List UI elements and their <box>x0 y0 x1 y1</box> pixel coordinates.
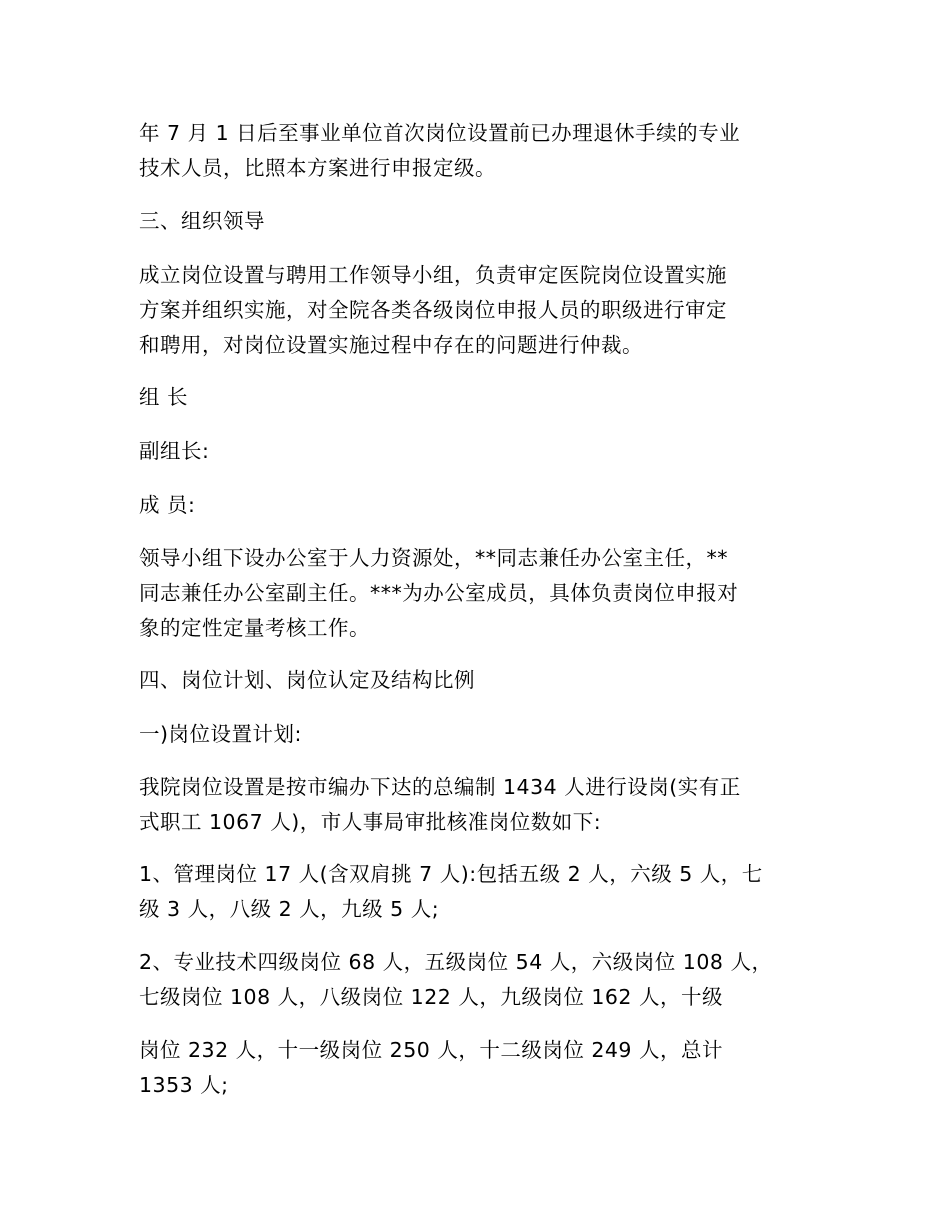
text-line: 成立岗位设置与聘用工作领导小组，负责审定医院岗位设置实施 <box>139 263 727 287</box>
text-line: 岗位 232 人，十一级岗位 250 人，十二级岗位 249 人，总计 <box>139 1038 723 1062</box>
text-line: 三、组织领导 <box>139 209 265 233</box>
text-line: 副组长: <box>139 439 210 463</box>
section-heading-positions <box>139 663 819 698</box>
text-line: 方案并组织实施，对全院各类各级岗位申报人员的职级进行审定 <box>139 298 727 322</box>
label-deputy-leader <box>139 434 819 469</box>
text-line: 组 长 <box>139 385 189 409</box>
subheading-position-plan <box>139 717 819 752</box>
label-group-leader <box>139 380 819 415</box>
text-line: 1353 人; <box>139 1073 229 1097</box>
text-line: 我院岗位设置是按市编办下达的总编制 1434 人进行设岗(实有正 <box>139 775 741 799</box>
text-line: 一)岗位设置计划: <box>139 722 302 746</box>
text-line: 领导小组下设办公室于人力资源处，**同志兼任办公室主任，** <box>139 546 728 570</box>
list-item-management-positions <box>139 857 819 927</box>
text-line: 四、岗位计划、岗位认定及结构比例 <box>139 668 475 692</box>
label-members <box>139 488 819 523</box>
text-line: 2、专业技术四级岗位 68 人，五级岗位 54 人，六级岗位 108 人， <box>139 950 773 974</box>
text-line: 成 员: <box>139 493 196 517</box>
text-line: 七级岗位 108 人，八级岗位 122 人，九级岗位 162 人，十级 <box>139 985 723 1009</box>
paragraph-leadership-group <box>139 258 819 363</box>
paragraph-office <box>139 541 819 646</box>
text-line: 式职工 1067 人)，市人事局审批核准岗位数如下: <box>139 810 602 834</box>
text-line: 和聘用，对岗位设置实施过程中存在的问题进行仲裁。 <box>139 333 643 357</box>
text-line: 象的定性定量考核工作。 <box>139 616 370 640</box>
text-line: 同志兼任办公室副主任。***为办公室成员，具体负责岗位申报对 <box>139 581 739 605</box>
list-item-technical-positions <box>139 945 819 1015</box>
paragraph-technical-positions-cont <box>139 1033 819 1103</box>
paragraph-retirement-note <box>139 116 819 186</box>
text-line: 级 3 人，八级 2 人，九级 5 人; <box>139 897 440 921</box>
text-line: 年 7 月 1 日后至事业单位首次岗位设置前已办理退休手续的专业 <box>139 121 741 145</box>
text-line: 技术人员，比照本方案进行申报定级。 <box>139 156 496 180</box>
section-heading-organization <box>139 204 819 239</box>
paragraph-staffing <box>139 770 819 840</box>
text-line: 1、管理岗位 17 人(含双肩挑 7 人):包括五级 2 人，六级 5 人，七 <box>139 862 763 886</box>
